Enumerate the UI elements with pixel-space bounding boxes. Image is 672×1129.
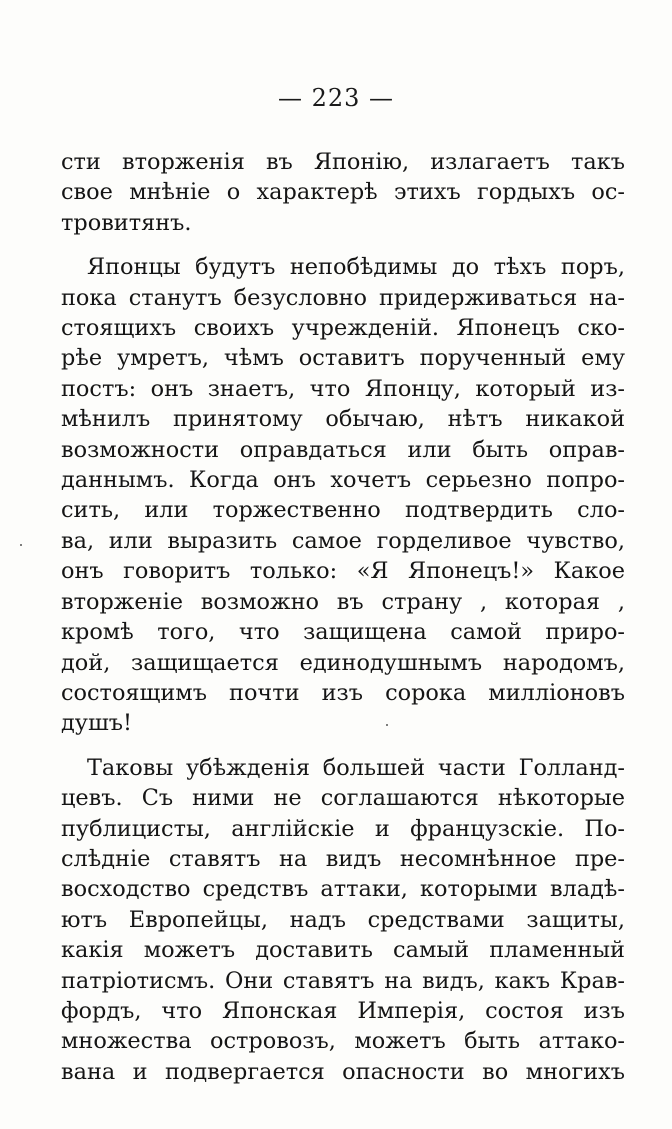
text-line: публицисты, англійскіе и французскіе. По- xyxy=(61,815,625,842)
text-line: дой, защищается единодушнымъ народомъ, xyxy=(61,649,625,676)
text-line: восходство средствъ аттаки, которыми владѣ- xyxy=(61,876,625,903)
paragraph xyxy=(61,753,625,1087)
text-line: Таковы убѣжденія большей части Голланд- xyxy=(87,754,625,781)
text-line: постъ: онъ знаетъ, что Японцу, который из- xyxy=(61,375,625,402)
paragraph xyxy=(61,252,625,739)
text-line: Японцы будутъ непобѣдимы до тѣхъ поръ, xyxy=(87,254,625,281)
page-number: — 223 — xyxy=(277,84,395,112)
text-line: вана и подвергается опасности во многихъ xyxy=(61,1058,625,1085)
body-text xyxy=(61,147,625,1087)
text-line: ва, или выразить самое горделивое чувство, xyxy=(61,527,625,554)
speck xyxy=(20,544,22,546)
text-line: онъ говоритъ только: «Я Японецъ!» Какое xyxy=(61,558,625,585)
paragraph-gap xyxy=(61,739,625,753)
paragraph xyxy=(61,147,625,238)
text-line: рѣе умретъ, чѣмъ оставитъ порученный ему xyxy=(61,345,625,372)
text-line: сти вторженія въ Японію, излагаетъ такъ xyxy=(61,149,625,175)
text-line: свое мнѣніе о характерѣ этихъ гордыхъ ос- xyxy=(61,179,625,206)
text-line: душъ! xyxy=(61,710,133,737)
text-line: мѣнилъ принятому обычаю, нѣтъ никакой xyxy=(61,406,625,433)
paragraph-gap xyxy=(61,238,625,252)
text-line: даннымъ. Когда онъ хочетъ серьезно попро- xyxy=(61,467,625,494)
speck xyxy=(386,724,388,726)
text-line: возможности оправдаться или быть оправ- xyxy=(61,436,625,463)
text-line: цевъ. Съ ними не соглашаются нѣкоторые xyxy=(61,785,625,812)
text-line: кромѣ того, что защищена самой приро- xyxy=(61,619,625,646)
text-line: тровитянъ. xyxy=(61,209,192,236)
text-line: вторженіе возможно въ страну , которая , xyxy=(61,588,625,615)
text-line: фордъ, что Японская Имперія, состоя изъ xyxy=(61,997,625,1024)
text-line: множества островозъ, можетъ быть аттако- xyxy=(61,1028,625,1055)
text-line: сить, или торжественно подтвердить сло- xyxy=(61,497,625,524)
text-line: слѣдніе ставятъ на видъ несомнѣнное пре- xyxy=(61,845,625,872)
text-line: какія можетъ доставить самый пламенный xyxy=(61,937,625,964)
text-line: патріотисмъ. Они ставятъ на видъ, какъ Крав- xyxy=(61,967,625,994)
text-line: стоящихъ своихъ учрежденій. Японецъ ско- xyxy=(61,315,625,342)
text-line: состоящимъ почти изъ сорока милліоновъ xyxy=(61,679,625,706)
text-line: пока станутъ безусловно придерживаться на- xyxy=(61,284,625,311)
text-line: ютъ Европейцы, надъ средствами защиты, xyxy=(61,906,625,933)
